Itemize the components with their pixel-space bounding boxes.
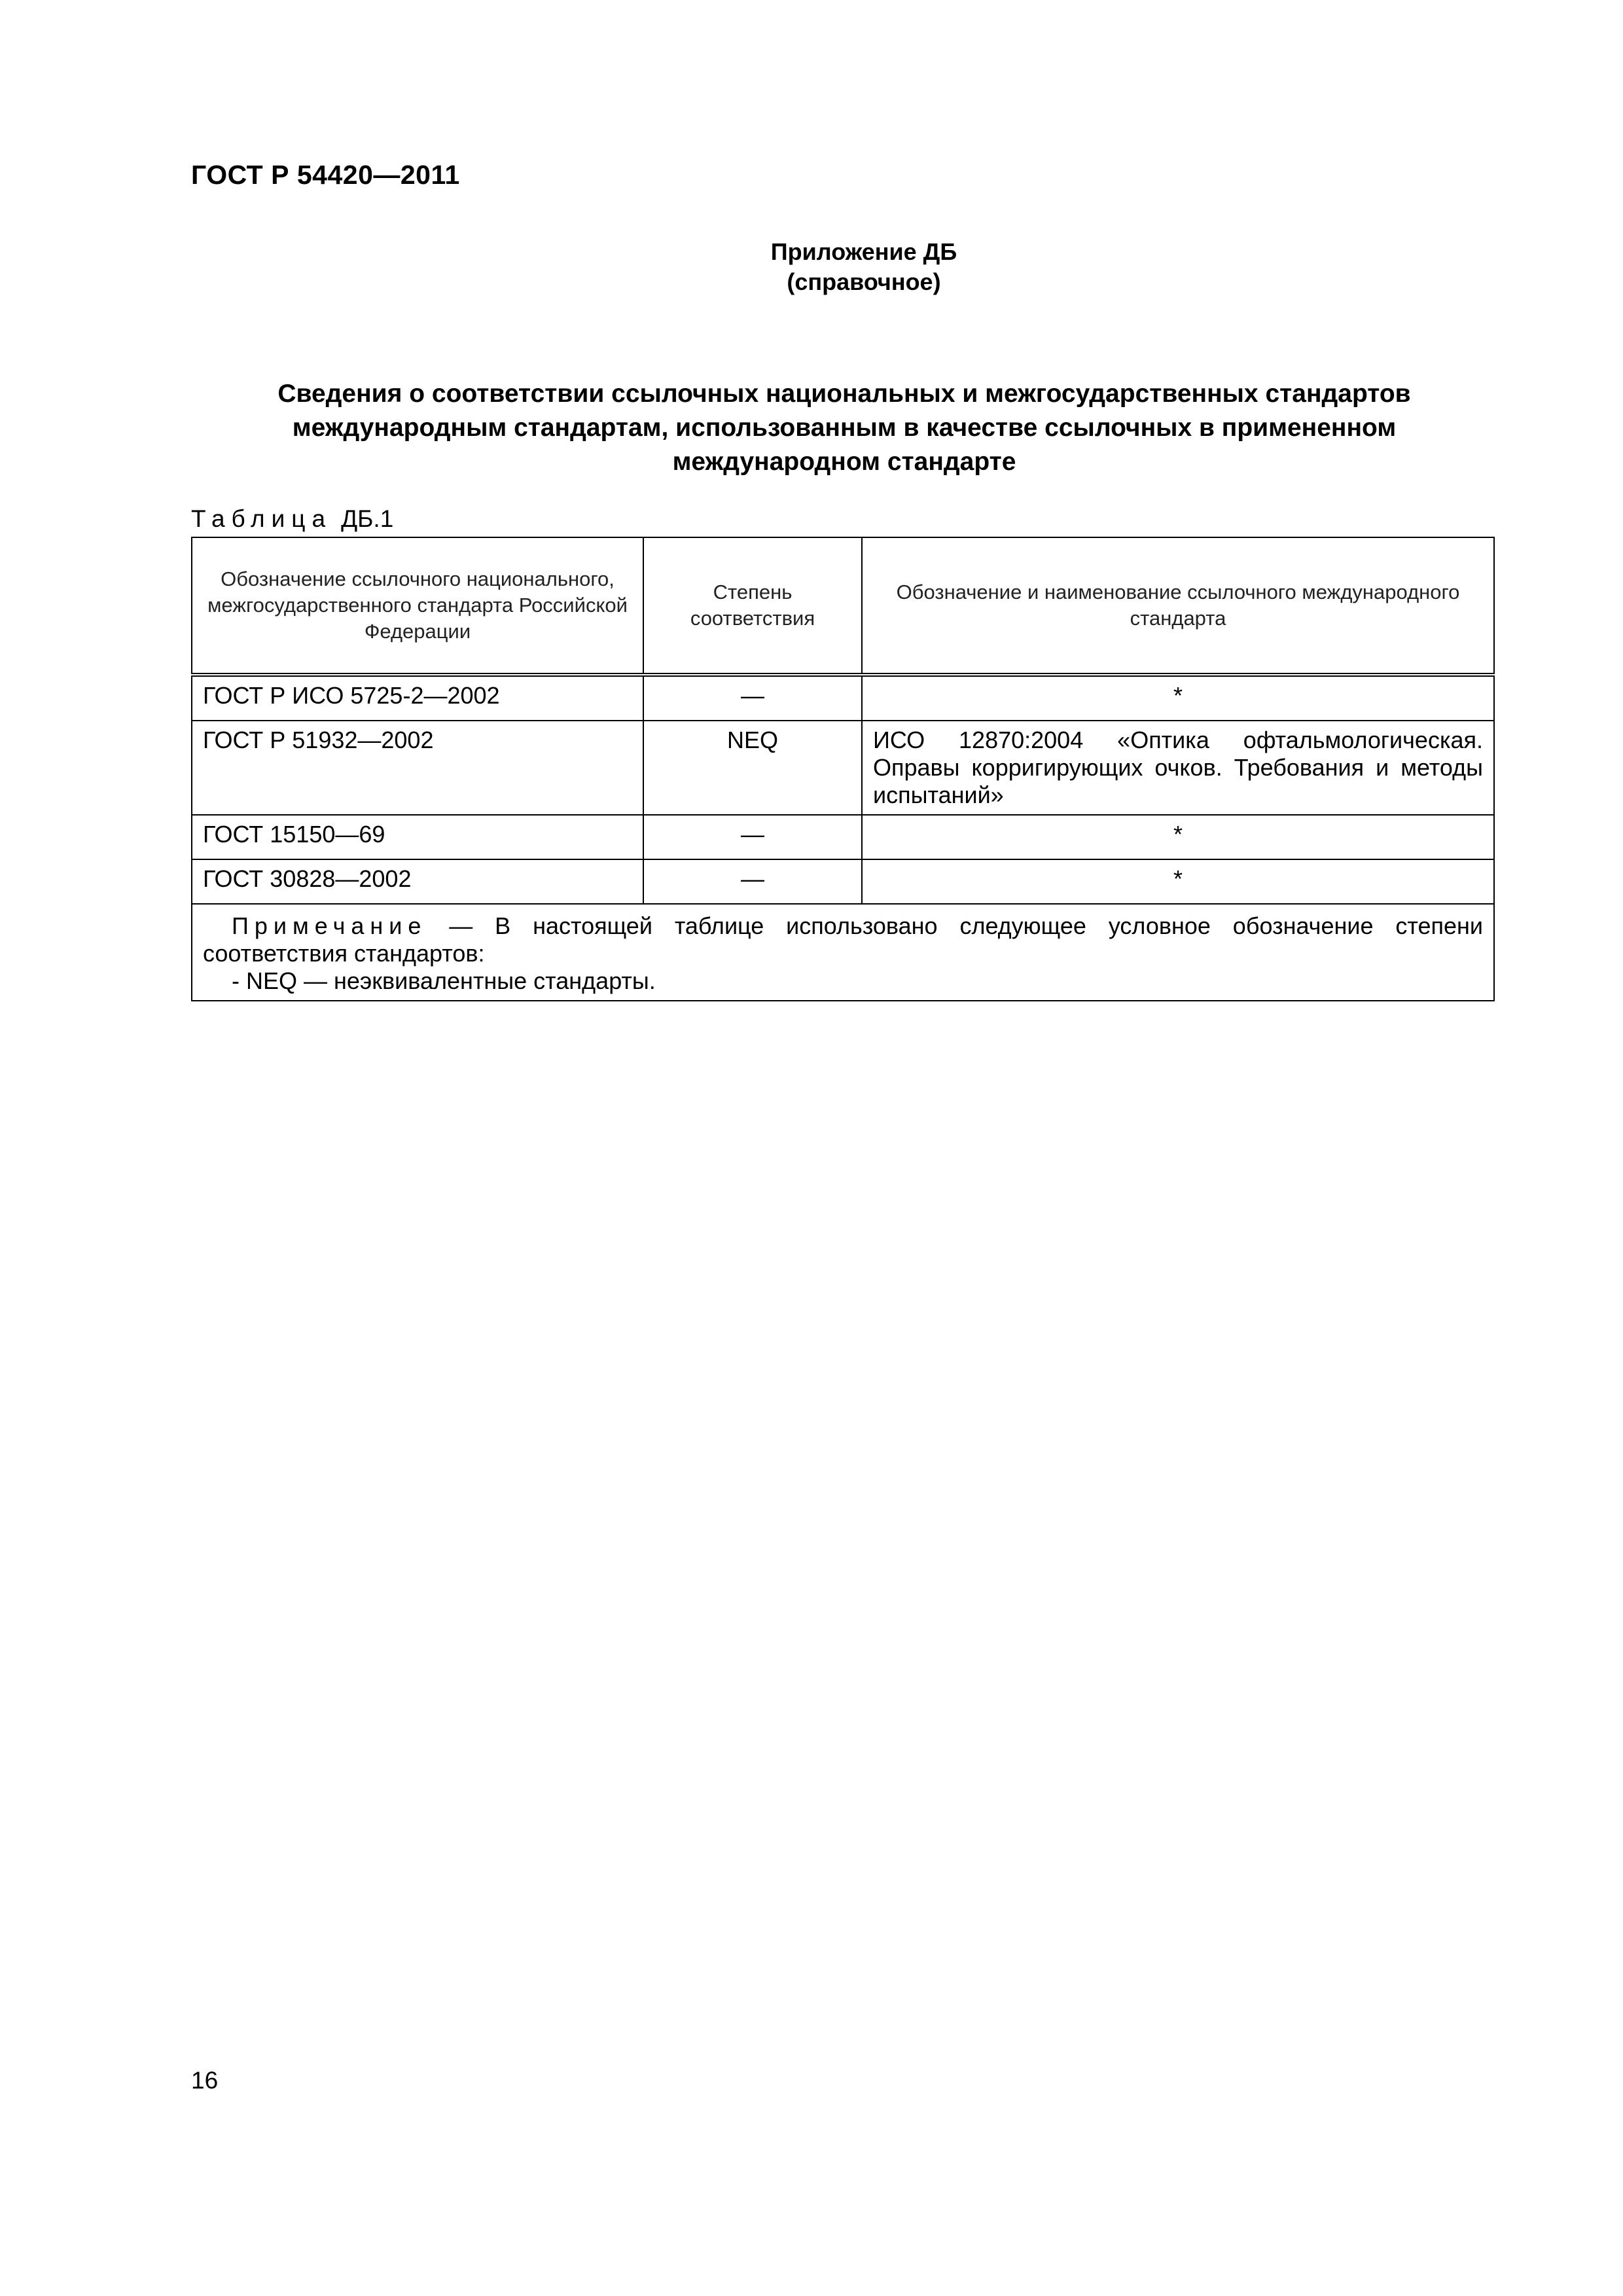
table-caption-number: ДБ.1 bbox=[341, 505, 394, 532]
header-national-standard: Обозначение ссылочного национального, межгосударственного стандарта Российской Федерации bbox=[192, 537, 643, 675]
cell-international: * bbox=[862, 675, 1494, 721]
section-title bbox=[196, 377, 1492, 479]
cell-national: ГОСТ Р ИСО 5725-2—2002 bbox=[192, 675, 643, 721]
table-row bbox=[192, 815, 1494, 859]
appendix-heading bbox=[0, 237, 1623, 297]
cell-degree: — bbox=[643, 859, 862, 904]
cell-degree: — bbox=[643, 815, 862, 859]
reference-standards-table bbox=[191, 537, 1495, 1001]
document-code: ГОСТ Р 54420—2011 bbox=[191, 160, 460, 190]
appendix-title: Приложение ДБ bbox=[770, 238, 957, 265]
section-title-line: международном стандарте bbox=[672, 448, 1016, 476]
note-label: Примечание bbox=[232, 912, 427, 939]
cell-degree: NEQ bbox=[643, 721, 862, 815]
appendix-subtitle: (справочное) bbox=[787, 268, 941, 295]
table-caption bbox=[191, 505, 393, 533]
header-international-standard: Обозначение и наименование ссылочного международного стандарта bbox=[862, 537, 1494, 675]
table-note bbox=[192, 904, 1494, 1001]
table-row bbox=[192, 721, 1494, 815]
cell-international: ИСО 12870:2004 «Оптика офтальмологическая. Оправы корригирующих очков. Требования и методы испытаний» bbox=[862, 721, 1494, 815]
cell-degree: — bbox=[643, 675, 862, 721]
cell-national: ГОСТ 15150—69 bbox=[192, 815, 643, 859]
header-degree: Степень соответствия bbox=[643, 537, 862, 675]
section-title-line: международным стандартам, использованным в качестве ссылочных в примененном bbox=[292, 414, 1397, 442]
table-caption-label: Таблица bbox=[191, 505, 332, 532]
section-title-line: Сведения о соответствии ссылочных национальных и межгосударственных стандартов bbox=[277, 380, 1411, 408]
table-note-row bbox=[192, 904, 1494, 1001]
note-text: — В настоящей таблице использовано следующее условное обозначение степени соответствия стандартов: bbox=[203, 912, 1483, 967]
cell-national: ГОСТ 30828—2002 bbox=[192, 859, 643, 904]
table-header-row bbox=[192, 537, 1494, 675]
cell-international: * bbox=[862, 815, 1494, 859]
note-item: - NEQ — неэквивалентные стандарты. bbox=[232, 967, 656, 994]
cell-national: ГОСТ Р 51932—2002 bbox=[192, 721, 643, 815]
table-row bbox=[192, 859, 1494, 904]
page-number: 16 bbox=[191, 2067, 219, 2094]
table-row bbox=[192, 675, 1494, 721]
cell-international: * bbox=[862, 859, 1494, 904]
